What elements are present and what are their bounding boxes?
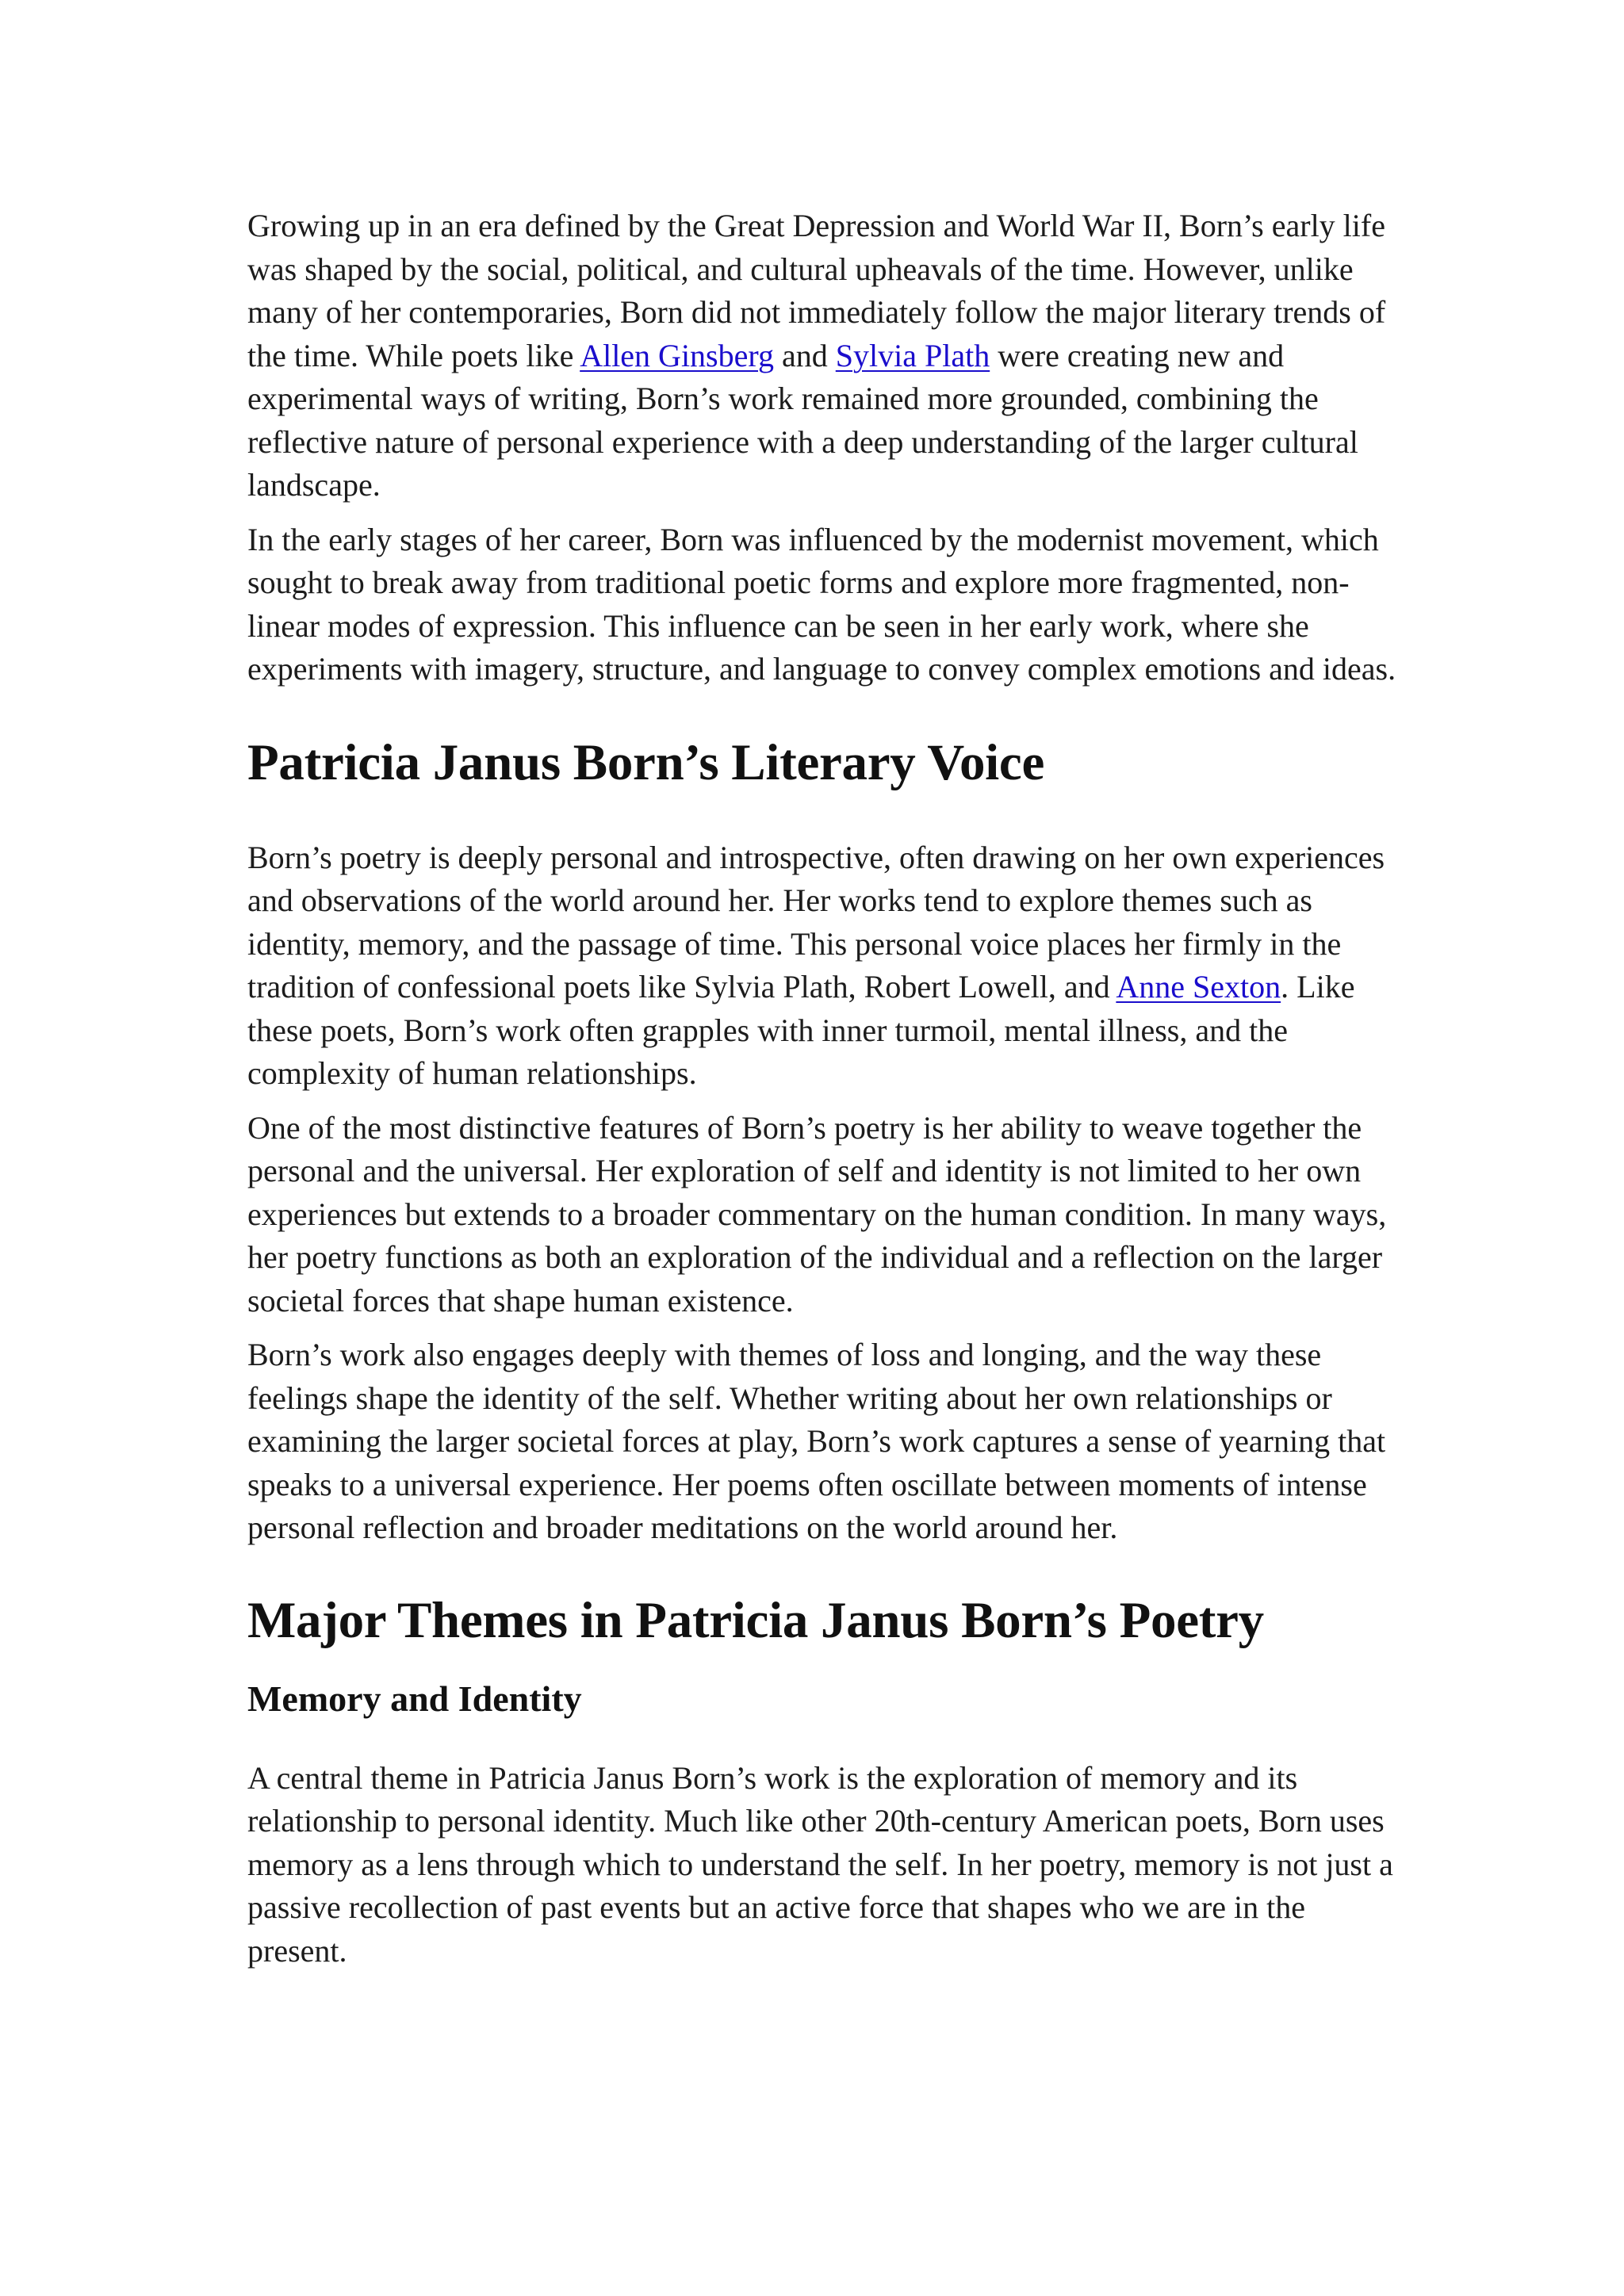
- link-sylvia-plath[interactable]: Sylvia Plath: [835, 337, 990, 373]
- intro-p1-text-start: Growing up in an era defined by the Great Depression and World War II, Born’s early life was shaped by the social, political, and cultural upheavals of the time. However, unlike many of her contemporaries, Born did not immediately follow the major literary trends of the time. While poets like: [247, 208, 1386, 373]
- link-anne-sexton[interactable]: Anne Sexton: [1116, 969, 1281, 1004]
- intro-paragraph-2: In the early stages of her career, Born was influenced by the modernist movement, which sought to break away from traditional poetic forms and explore more fragmented, non-linear modes of expression. This influence can be seen in her early work, where she experiments with imagery, structure, and language to convey complex emotions and ideas.: [247, 521, 1396, 687]
- voice-paragraph-2: One of the most distinctive features of Born’s poetry is her ability to weave together the personal and the universal. Her exploration of self and identity is not limited to her own experiences but extends to a broader commentary on the human condition. In many ways, her poetry functions as both an exploration of the individual and a reflection on the larger societal forces that shape human existence.: [247, 1109, 1387, 1318]
- intro-p1-text-mid: and: [773, 337, 836, 373]
- heading-literary-voice: Patricia Janus Born’s Literary Voice: [247, 733, 1045, 791]
- voice-paragraph-1: [247, 836, 1397, 1096]
- link-allen-ginsberg[interactable]: Allen Ginsberg: [580, 337, 774, 373]
- subheading-memory-identity: Memory and Identity: [247, 1678, 582, 1719]
- voice-p1-text-end: . Like these poets, Born’s work often grapples with inner turmoil, mental illness, and the complexity of human relationships.: [247, 969, 1355, 1091]
- intro-p1-text-end: were creating new and experimental ways of writing, Born’s work remained more grounded, combining the reflective nature of personal experience with a deep understanding of the larger cultural landscape.: [247, 337, 1358, 503]
- article-body: [247, 205, 1397, 1973]
- voice-p1-text-start: Born’s poetry is deeply personal and introspective, often drawing on her own experiences and observations of the world around her. Her works tend to explore themes such as identity, memory, and the passage of time. This personal voice places her firmly in the tradition of confessional poets like Sylvia Plath, Robert Lowell, and: [247, 839, 1385, 1004]
- intro-paragraph-1: [247, 205, 1397, 507]
- heading-major-themes: Major Themes in Patricia Janus Born’s Poetry: [247, 1591, 1264, 1649]
- voice-paragraph-3: Born’s work also engages deeply with themes of loss and longing, and the way these feelings shape the identity of the self. Whether writing about her own relationships or examining the larger societal forces at play, Born’s work captures a sense of yearning that speaks to a universal experience. Her poems often oscillate between moments of intense personal reflection and broader meditations on the world around her.: [247, 1337, 1386, 1545]
- themes-paragraph-1: A central theme in Patricia Janus Born’s work is the exploration of memory and its relationship to personal identity. Much like other 20th-century American poets, Born uses memory as a lens through which to understand the self. In her poetry, memory is not just a passive recollection of past events but an active force that shapes who we are in the present.: [247, 1759, 1393, 1969]
